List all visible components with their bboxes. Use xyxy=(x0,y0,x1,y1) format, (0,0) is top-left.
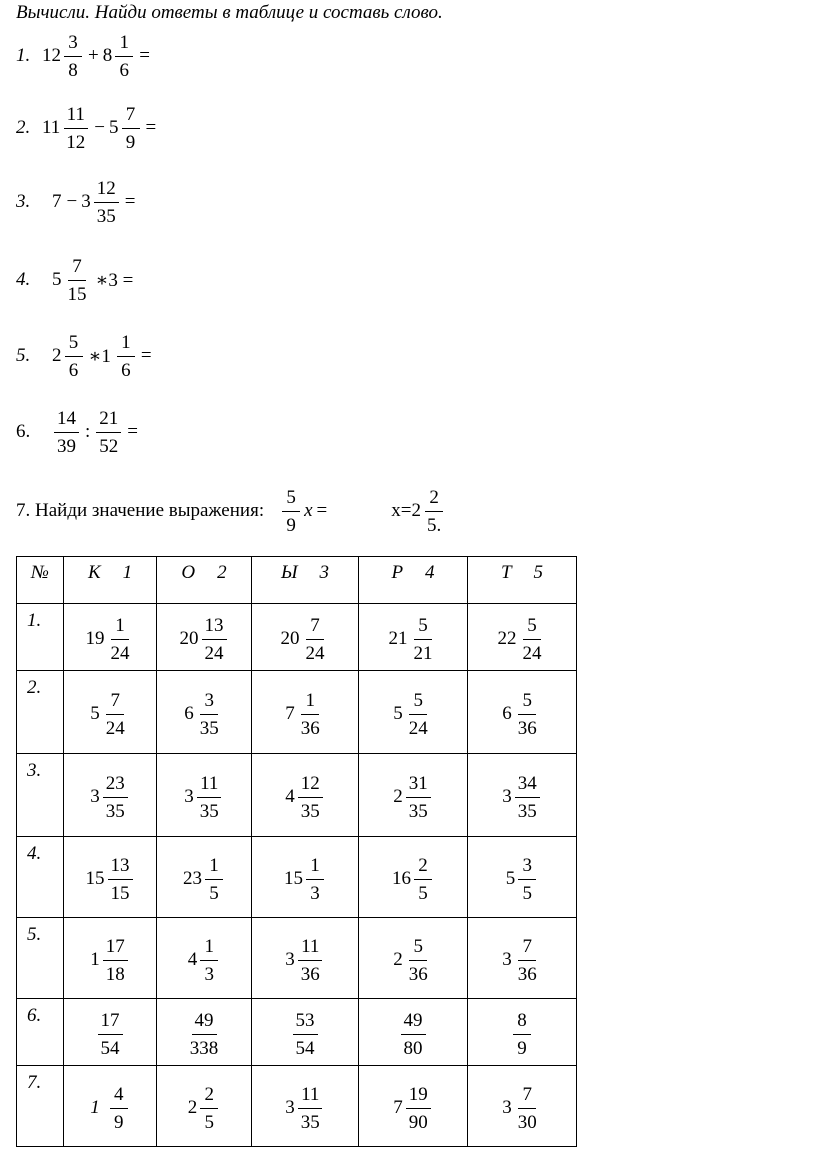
fraction xyxy=(110,1085,128,1132)
answer-cell xyxy=(157,604,252,671)
fraction-denominator: 52 xyxy=(99,435,119,457)
answer-cell xyxy=(252,754,359,837)
answer-cell xyxy=(64,754,157,837)
fraction-denominator: 24 xyxy=(522,642,542,664)
fraction-numerator: 1 xyxy=(111,616,129,640)
row-label-cell xyxy=(17,918,64,999)
fraction-numerator: 11 xyxy=(298,937,322,961)
row-label: 2. xyxy=(27,677,42,698)
table-header-cell xyxy=(64,557,157,604)
fraction-denominator: 18 xyxy=(105,963,125,985)
operator: ∗1 xyxy=(88,345,111,367)
fraction-denominator: 3 xyxy=(310,882,320,904)
fraction-numerator: 5 xyxy=(523,616,541,640)
header-letter: К xyxy=(87,562,101,583)
table-row xyxy=(17,754,577,837)
fraction-denominator: 54 xyxy=(100,1037,120,1059)
fraction-numerator: 7 xyxy=(68,257,86,281)
problem-7-x-prefix: x= xyxy=(391,500,412,521)
fraction xyxy=(406,1085,431,1132)
answer-cell xyxy=(157,918,252,999)
answer-cell xyxy=(157,837,252,918)
whole-part: 3 xyxy=(81,191,91,212)
row-label-cell xyxy=(17,999,64,1066)
fraction xyxy=(293,1011,318,1058)
answer-cell xyxy=(468,918,577,999)
table-row xyxy=(17,918,577,999)
whole-part: 23 xyxy=(183,868,202,889)
table-header-cell xyxy=(157,557,252,604)
fraction-numerator: 1 xyxy=(117,333,135,357)
row-label: 4. xyxy=(27,843,42,864)
fraction-numerator: 7 xyxy=(518,937,536,961)
answer-cell xyxy=(252,1066,359,1147)
fraction-numerator: 34 xyxy=(515,774,540,798)
whole-part: 15 xyxy=(85,868,105,889)
whole-part: 5 xyxy=(52,269,62,290)
answer-cell xyxy=(64,1066,157,1147)
fraction-numerator: 17 xyxy=(103,937,128,961)
fraction-numerator: 23 xyxy=(103,774,128,798)
whole-part: 6 xyxy=(184,703,194,724)
problem-7-variable: x xyxy=(304,500,313,521)
fraction-numerator: 8 xyxy=(513,1011,531,1035)
fraction-numerator: 7 xyxy=(106,691,124,715)
answer-cell xyxy=(359,999,468,1066)
row-label-cell xyxy=(17,754,64,837)
answer-cell xyxy=(468,604,577,671)
fraction xyxy=(65,333,83,380)
answers-table xyxy=(16,556,577,1147)
fraction-numerator: 1 xyxy=(200,937,218,961)
answer-cell xyxy=(64,999,157,1066)
header-digit: 1 xyxy=(122,562,133,583)
fraction-denominator: 6 xyxy=(119,59,129,81)
whole-part: 4 xyxy=(285,786,295,807)
fraction-numerator: 7 xyxy=(518,1085,536,1109)
answer-cell xyxy=(468,1066,577,1147)
fraction xyxy=(515,937,540,984)
whole-part: 1 xyxy=(90,949,100,970)
row-label-cell xyxy=(17,837,64,918)
operator: + xyxy=(88,45,99,66)
fraction-numerator: 3 xyxy=(64,33,82,57)
problem-7-coefficient xyxy=(282,488,300,535)
header-letter: № xyxy=(31,562,49,583)
whole-part: 3 xyxy=(285,1097,295,1118)
fraction xyxy=(115,33,133,80)
fraction xyxy=(406,691,431,738)
row-label: 5. xyxy=(27,924,42,945)
answer-cell xyxy=(359,754,468,837)
fraction-numerator: 2 xyxy=(200,1085,218,1109)
fraction-denominator: 15 xyxy=(110,882,130,904)
fraction-denominator: 35 xyxy=(300,800,320,822)
answer-cell xyxy=(468,754,577,837)
fraction xyxy=(515,691,540,738)
whole-part: 5 xyxy=(505,868,516,889)
fraction xyxy=(94,179,119,226)
whole-part: 2 xyxy=(52,345,62,366)
answer-cell xyxy=(157,999,252,1066)
fraction-denominator: 24 xyxy=(105,717,125,739)
fraction xyxy=(103,691,128,738)
whole-part: 8 xyxy=(102,45,113,66)
header-letter: Ы xyxy=(280,562,298,583)
header-digit: 4 xyxy=(425,562,435,583)
header-digit: 5 xyxy=(533,562,544,583)
fraction-denominator: 54 xyxy=(295,1037,315,1059)
fraction xyxy=(187,1011,222,1058)
table-header-cell xyxy=(252,557,359,604)
fraction xyxy=(200,937,218,984)
whole-part: 5 xyxy=(393,703,403,724)
whole-part: 16 xyxy=(392,868,411,889)
fraction-numerator: 11 xyxy=(298,1085,322,1109)
whole-part: 3 xyxy=(285,949,295,970)
answer-cell xyxy=(468,999,577,1066)
operator: : xyxy=(85,421,91,442)
fraction-numerator: 2 xyxy=(414,856,432,880)
row-label: 3. xyxy=(27,760,42,781)
fraction-numerator: 14 xyxy=(54,409,79,433)
table-header-cell xyxy=(468,557,577,604)
fraction xyxy=(63,105,88,152)
problem-7-x-whole: 2 xyxy=(411,500,421,521)
fraction xyxy=(515,1085,540,1132)
fraction xyxy=(98,1011,123,1058)
fraction-numerator: 5 xyxy=(414,616,432,640)
table-header-row xyxy=(17,557,577,604)
fraction xyxy=(298,774,323,821)
fraction xyxy=(513,1011,531,1058)
answer-cell xyxy=(157,671,252,754)
fraction-numerator: 5 xyxy=(282,488,300,512)
row-label-cell xyxy=(17,671,64,754)
whole-part: 1 xyxy=(90,1097,100,1118)
answer-cell xyxy=(252,837,359,918)
fraction xyxy=(298,1085,323,1132)
fraction-denominator: 8 xyxy=(68,59,78,81)
fraction xyxy=(298,937,323,984)
answer-cell xyxy=(252,604,359,671)
fraction-numerator: 12 xyxy=(298,774,323,798)
problem-number: 1. xyxy=(16,45,31,66)
table-header-cell xyxy=(359,557,468,604)
problem-4 xyxy=(16,250,137,310)
fraction-denominator: 15 xyxy=(67,283,87,305)
fraction xyxy=(202,616,227,663)
operator: ∗3 = xyxy=(95,269,134,291)
fraction-numerator: 12 xyxy=(94,179,119,203)
fraction xyxy=(515,774,540,821)
answer-cell xyxy=(252,999,359,1066)
fraction-numerator: 1 xyxy=(115,33,133,57)
problem-7-equals: = xyxy=(316,500,328,521)
fraction-denominator: 36 xyxy=(300,717,320,739)
table-row xyxy=(17,604,577,671)
fraction xyxy=(122,105,140,152)
fraction-denominator: 35 xyxy=(517,800,537,822)
fraction-numerator: 11 xyxy=(197,774,221,798)
fraction-numerator: 1 xyxy=(306,856,324,880)
whole-part: 12 xyxy=(42,45,61,66)
whole-part: 3 xyxy=(184,786,194,807)
problem-7 xyxy=(16,478,446,544)
row-label: 7. xyxy=(27,1072,42,1093)
fraction xyxy=(197,691,222,738)
whole-part: 5 xyxy=(90,703,100,724)
fraction-numerator: 5 xyxy=(65,333,83,357)
whole-part: 7 xyxy=(52,191,62,212)
fraction xyxy=(65,257,90,304)
fraction-numerator: 5 xyxy=(409,691,427,715)
answer-cell xyxy=(468,671,577,754)
fraction-denominator: 36 xyxy=(408,963,428,985)
fraction xyxy=(520,616,545,663)
fraction-denominator: 9 xyxy=(517,1037,527,1059)
fraction-numerator: 21 xyxy=(96,409,121,433)
fraction xyxy=(406,774,431,821)
fraction-denominator: 35 xyxy=(199,717,219,739)
row-label: 1. xyxy=(27,610,42,631)
header-letter: О xyxy=(181,562,196,583)
table-row xyxy=(17,999,577,1066)
fraction-denominator: 12 xyxy=(66,131,86,153)
header-letter: Т xyxy=(500,562,512,583)
whole-part: 7 xyxy=(285,703,295,724)
fraction xyxy=(298,691,323,738)
fraction xyxy=(108,616,133,663)
answer-cell xyxy=(252,918,359,999)
fraction-denominator: 9 xyxy=(286,514,296,536)
fraction xyxy=(117,333,135,380)
answer-cell xyxy=(64,671,157,754)
fraction-denominator: 5 xyxy=(522,882,532,904)
fraction-numerator: 13 xyxy=(202,616,227,640)
whole-part: 3 xyxy=(502,1097,512,1118)
answer-cell xyxy=(468,837,577,918)
fraction-denominator: 5. xyxy=(426,514,442,536)
fraction-numerator: 11 xyxy=(64,105,88,129)
answer-cell xyxy=(359,918,468,999)
answer-cell xyxy=(252,671,359,754)
table-row xyxy=(17,1066,577,1147)
fraction xyxy=(306,856,324,903)
answer-cell xyxy=(64,918,157,999)
operator: = xyxy=(140,345,152,366)
problem-3 xyxy=(16,172,139,232)
whole-part: 3 xyxy=(502,786,512,807)
fraction-denominator: 36 xyxy=(300,963,320,985)
fraction-numerator: 13 xyxy=(108,856,133,880)
whole-part: 4 xyxy=(187,949,198,970)
fraction-denominator: 5 xyxy=(418,882,428,904)
fraction xyxy=(411,616,436,663)
operator: − xyxy=(66,191,78,212)
whole-part: 20 xyxy=(179,628,199,649)
problem-1 xyxy=(16,26,154,86)
fraction-numerator: 3 xyxy=(200,691,218,715)
fraction-denominator: 338 xyxy=(189,1037,219,1059)
fraction-denominator: 24 xyxy=(110,642,130,664)
fraction-denominator: 9 xyxy=(114,1111,124,1133)
fraction-numerator: 19 xyxy=(406,1085,431,1109)
whole-part: 15 xyxy=(284,868,303,889)
whole-part: 20 xyxy=(280,628,300,649)
fraction-denominator: 35 xyxy=(408,800,428,822)
fraction-numerator: 17 xyxy=(98,1011,123,1035)
fraction-denominator: 35 xyxy=(96,205,116,227)
operator: = xyxy=(139,45,150,66)
whole-part: 3 xyxy=(502,949,512,970)
answer-cell xyxy=(359,671,468,754)
fraction xyxy=(54,409,79,456)
whole-part: 21 xyxy=(388,628,408,649)
fraction-numerator: 2 xyxy=(425,488,443,512)
row-label-cell xyxy=(17,604,64,671)
fraction-denominator: 6 xyxy=(121,359,131,381)
fraction-denominator: 35 xyxy=(199,800,219,822)
fraction xyxy=(64,33,82,80)
fraction xyxy=(205,856,223,903)
fraction xyxy=(103,937,128,984)
fraction-denominator: 5 xyxy=(204,1111,214,1133)
fraction-denominator: 36 xyxy=(517,717,537,739)
fraction-denominator: 39 xyxy=(57,435,76,457)
fraction-numerator: 4 xyxy=(110,1085,128,1109)
whole-part: 2 xyxy=(393,949,403,970)
whole-part: 3 xyxy=(90,786,100,807)
answer-cell xyxy=(359,1066,468,1147)
problem-number: 6. xyxy=(16,421,31,442)
fraction xyxy=(401,1011,426,1058)
fraction xyxy=(103,774,128,821)
fraction-denominator: 21 xyxy=(413,642,433,664)
header-letter: Р xyxy=(391,562,404,583)
fraction-denominator: 3 xyxy=(204,963,214,985)
fraction-denominator: 35 xyxy=(300,1111,320,1133)
fraction xyxy=(406,937,431,984)
header-digit: 3 xyxy=(319,562,330,583)
fraction-numerator: 53 xyxy=(293,1011,318,1035)
answer-cell xyxy=(64,837,157,918)
table-row xyxy=(17,837,577,918)
whole-part: 7 xyxy=(393,1097,403,1118)
whole-part: 11 xyxy=(42,117,61,138)
row-label: 6. xyxy=(27,1005,42,1026)
answer-cell xyxy=(64,604,157,671)
operator: = xyxy=(124,191,136,212)
fraction xyxy=(197,774,222,821)
problem-number: 5. xyxy=(16,345,31,366)
fraction-denominator: 90 xyxy=(408,1111,428,1133)
whole-part: 22 xyxy=(497,628,517,649)
fraction xyxy=(200,1085,218,1132)
operator: = xyxy=(145,117,157,138)
fraction-numerator: 1 xyxy=(301,691,319,715)
fraction xyxy=(518,856,536,903)
fraction-denominator: 36 xyxy=(517,963,537,985)
fraction-numerator: 5 xyxy=(409,937,427,961)
table-header-cell xyxy=(17,557,64,604)
fraction xyxy=(96,409,121,456)
table-row xyxy=(17,671,577,754)
fraction-denominator: 5 xyxy=(209,882,219,904)
fraction xyxy=(303,616,328,663)
problem-number: 4. xyxy=(16,269,31,290)
problem-2 xyxy=(16,98,160,158)
answer-cell xyxy=(359,837,468,918)
problem-6 xyxy=(16,402,142,462)
fraction-denominator: 24 xyxy=(204,642,224,664)
header-digit: 2 xyxy=(217,562,227,583)
fraction-denominator: 6 xyxy=(68,359,79,381)
fraction-numerator: 7 xyxy=(122,105,140,129)
fraction-numerator: 7 xyxy=(306,616,324,640)
whole-part: 19 xyxy=(85,628,105,649)
fraction-numerator: 1 xyxy=(205,856,223,880)
answer-cell xyxy=(157,754,252,837)
fraction-numerator: 5 xyxy=(518,691,536,715)
page-title: Вычисли. Найди ответы в таблице и составь слово. xyxy=(16,2,443,23)
fraction-numerator: 3 xyxy=(518,856,536,880)
whole-part: 5 xyxy=(109,117,119,138)
problem-5 xyxy=(16,326,156,386)
operator: − xyxy=(94,117,106,138)
problem-number: 3. xyxy=(16,191,31,212)
answer-cell xyxy=(157,1066,252,1147)
fraction xyxy=(108,856,133,903)
whole-part: 2 xyxy=(393,786,403,807)
fraction xyxy=(414,856,432,903)
row-label-cell xyxy=(17,1066,64,1147)
fraction-numerator: 49 xyxy=(192,1011,217,1035)
fraction-denominator: 30 xyxy=(517,1111,537,1133)
fraction-denominator: 24 xyxy=(408,717,428,739)
fraction-denominator: 80 xyxy=(403,1037,423,1059)
whole-part: 2 xyxy=(187,1097,198,1118)
problem-number: 2. xyxy=(16,117,31,138)
fraction-numerator: 31 xyxy=(406,774,431,798)
problem-7-label: 7. Найди значение выражения: xyxy=(16,500,265,521)
fraction-denominator: 35 xyxy=(105,800,125,822)
operator: = xyxy=(127,421,138,442)
fraction-numerator: 49 xyxy=(401,1011,426,1035)
fraction-denominator: 24 xyxy=(305,642,325,664)
problem-7-x-fraction xyxy=(424,488,444,535)
answer-cell xyxy=(359,604,468,671)
whole-part: 6 xyxy=(502,703,512,724)
fraction-denominator: 9 xyxy=(125,131,136,153)
